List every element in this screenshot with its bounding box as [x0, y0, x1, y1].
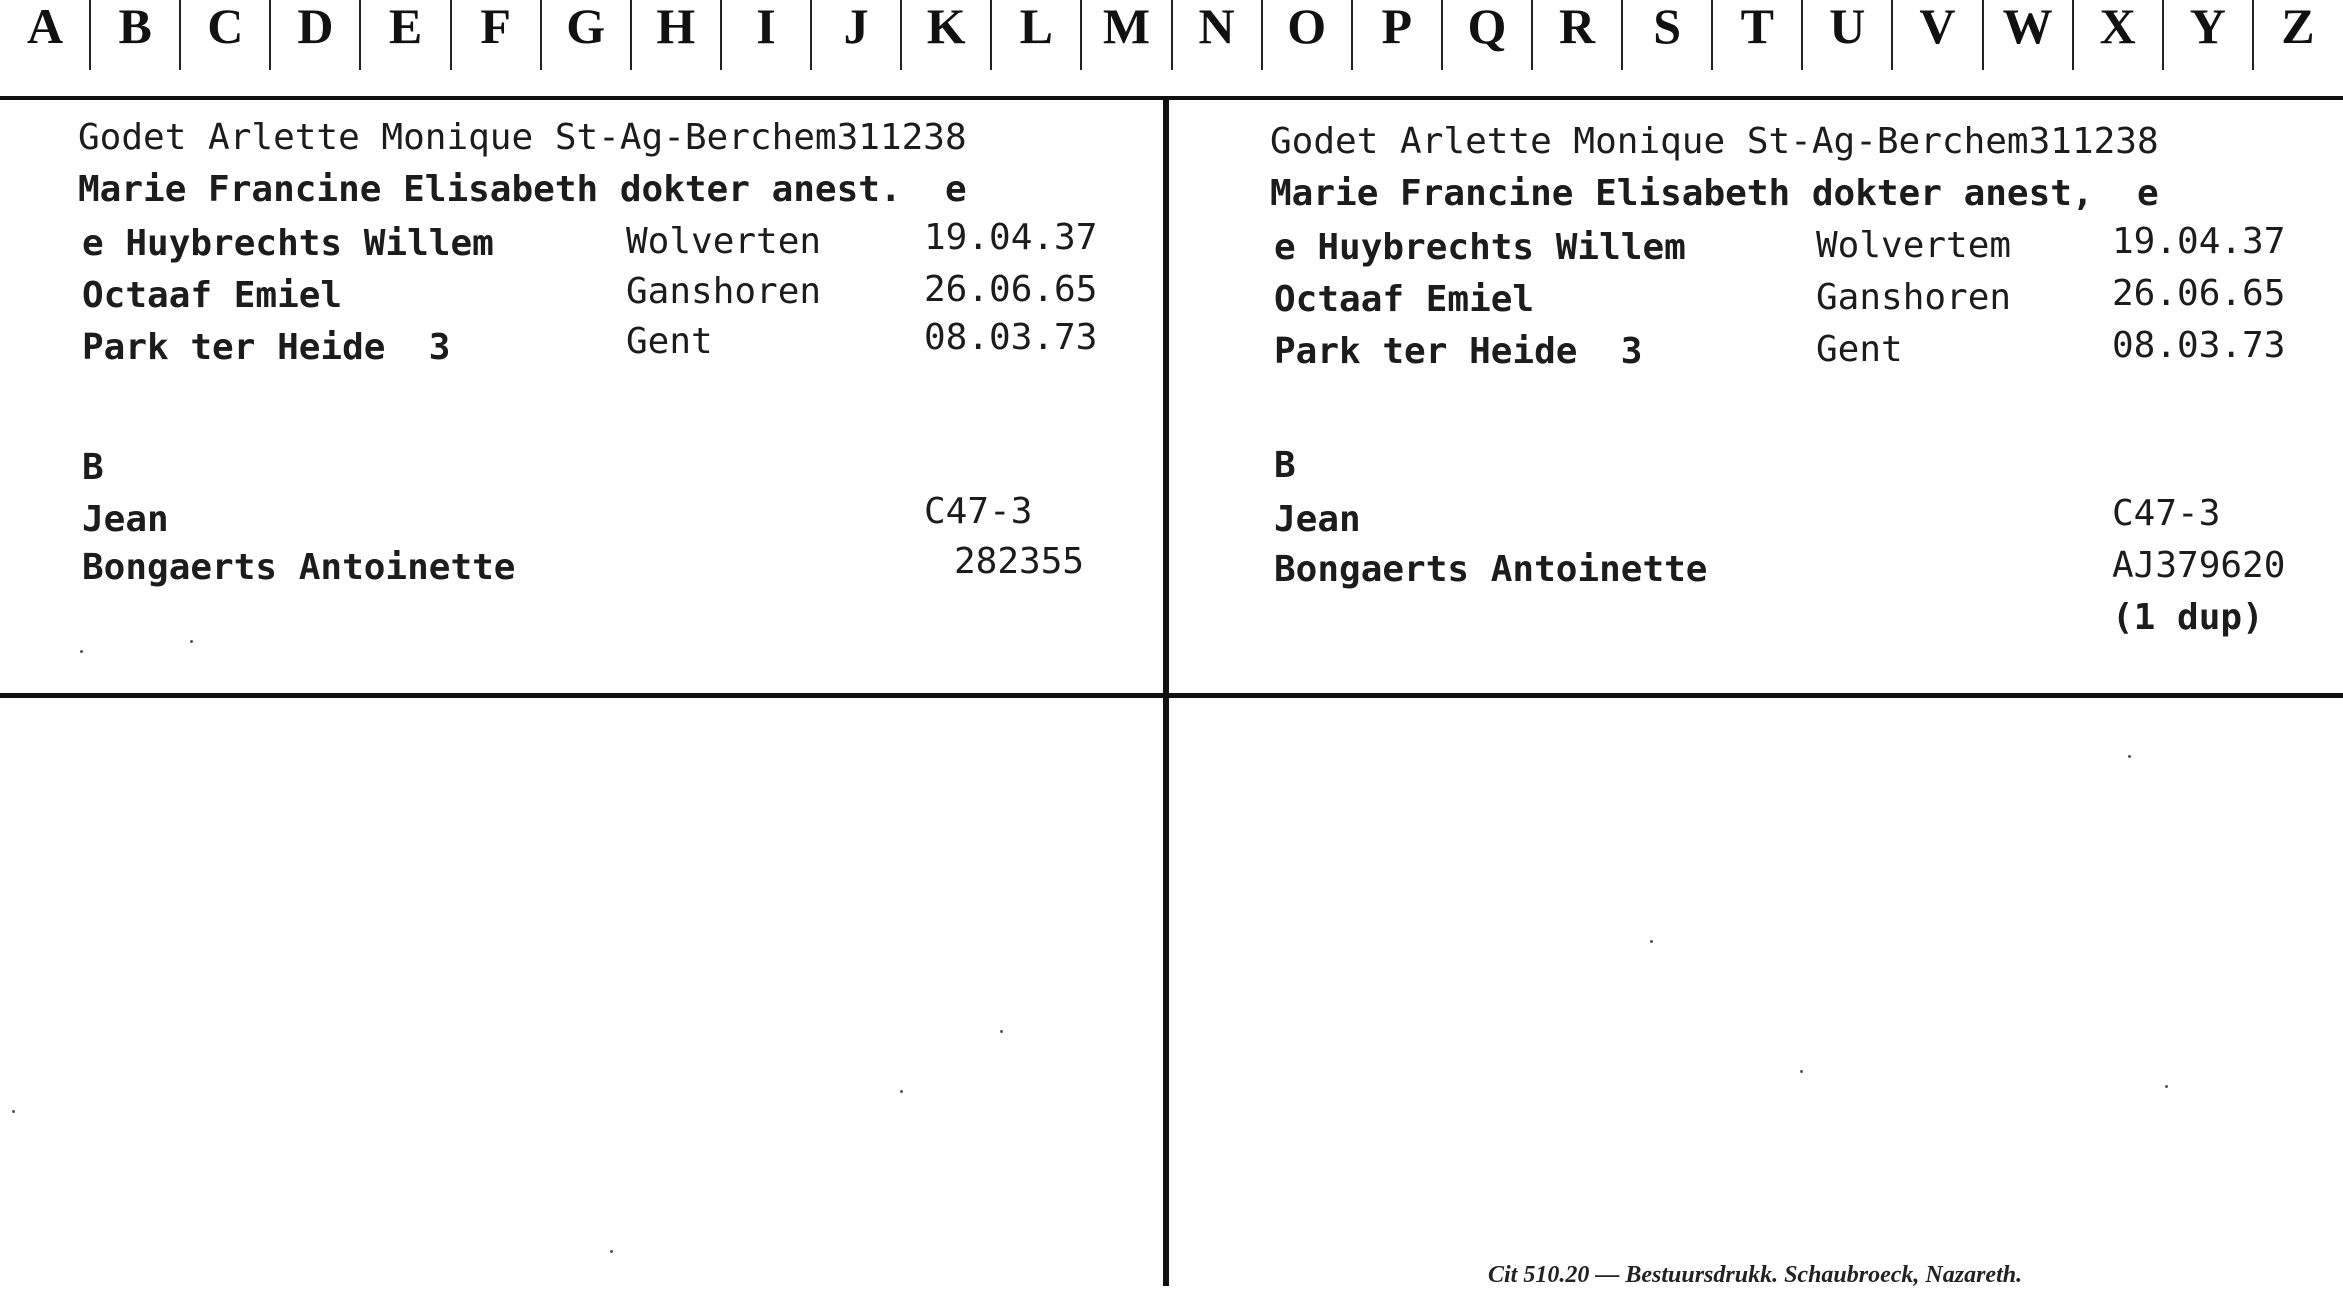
left-line2: Marie Francine Elisabeth dokter anest. e	[78, 169, 967, 210]
scan-speck	[80, 650, 83, 653]
alphabet-separator	[269, 0, 271, 70]
right-line1: Godet Arlette Monique St-Ag-Berchem311238	[1270, 121, 2159, 162]
right-name1: Jean	[1274, 499, 1361, 540]
alphabet-letter-g: G	[566, 0, 606, 54]
alphabet-separator	[540, 0, 542, 70]
alphabet-letter-c: C	[207, 0, 244, 54]
left-name1: Jean	[82, 499, 169, 540]
scan-speck	[1800, 1070, 1803, 1073]
right-code1: C47-3	[2112, 493, 2221, 534]
alphabet-letter-t: T	[1740, 0, 1774, 54]
alphabet-separator	[2072, 0, 2074, 70]
left-line1: Godet Arlette Monique St-Ag-Berchem311238	[78, 117, 967, 158]
alphabet-separator	[2162, 0, 2164, 70]
left-line3-name: e Huybrechts Willem	[82, 223, 494, 264]
alphabet-separator	[2252, 0, 2254, 70]
alphabet-letter-z: Z	[2281, 0, 2315, 54]
right-line5-place: Gent	[1816, 329, 1903, 370]
alphabet-separator	[1982, 0, 1984, 70]
scan-speck	[1000, 1030, 1003, 1033]
alphabet-separator	[1351, 0, 1353, 70]
right-name2: Bongaerts Antoinette	[1274, 549, 1708, 590]
left-name2: Bongaerts Antoinette	[82, 547, 516, 588]
alphabet-letter-m: M	[1102, 0, 1151, 54]
alphabet-separator	[720, 0, 722, 70]
right-card	[1270, 112, 2330, 672]
scan-speck	[610, 1250, 613, 1253]
left-code1: C47-3	[924, 491, 1033, 532]
alphabet-separator	[1621, 0, 1623, 70]
left-line3-place: Wolverten	[626, 221, 822, 262]
alphabet-separator	[450, 0, 452, 70]
alphabet-letter-b: B	[118, 0, 152, 54]
alphabet-letter-v: V	[1919, 0, 1956, 54]
alphabet-letter-w: W	[2002, 0, 2053, 54]
alphabet-letter-y: Y	[2189, 0, 2226, 54]
left-line5-place: Gent	[626, 321, 713, 362]
alphabet-separator	[990, 0, 992, 70]
alphabet-separator	[900, 0, 902, 70]
alphabet-separator	[1261, 0, 1263, 70]
right-line5-date: 08.03.73	[2112, 325, 2286, 366]
alphabet-separator	[89, 0, 91, 70]
right-line3-place: Wolvertem	[1816, 225, 2012, 266]
alphabet-separator	[1891, 0, 1893, 70]
right-code2-note: (1 dup)	[2112, 597, 2264, 638]
left-line4-name: Octaaf Emiel	[82, 275, 343, 316]
scan-speck	[190, 640, 193, 643]
alphabet-letter-d: D	[297, 0, 334, 54]
alphabet-letter-l: L	[1019, 0, 1053, 54]
alphabet-letter-n: N	[1198, 0, 1235, 54]
scan-speck	[1650, 940, 1653, 943]
alphabet-separator	[359, 0, 361, 70]
left-line4-place: Ganshoren	[626, 271, 822, 312]
alphabet-letter-k: K	[926, 0, 966, 54]
alphabet-separator	[1080, 0, 1082, 70]
alphabet-letter-h: H	[656, 0, 696, 54]
left-card	[78, 112, 1138, 672]
alphabet-letter-p: P	[1381, 0, 1413, 54]
alphabet-letter-x: X	[2099, 0, 2136, 54]
right-line3-name: e Huybrechts Willem	[1274, 227, 1686, 268]
right-line4-name: Octaaf Emiel	[1274, 279, 1535, 320]
left-line5-date: 08.03.73	[924, 317, 1098, 358]
alphabet-letter-i: I	[756, 0, 776, 54]
left-line3-date: 19.04.37	[924, 217, 1098, 258]
alphabet-separator	[1801, 0, 1803, 70]
alphabet-letter-r: R	[1558, 0, 1596, 54]
alphabet-separator	[1711, 0, 1713, 70]
alphabet-separator	[1441, 0, 1443, 70]
left-section-letter: B	[82, 447, 104, 488]
alphabet-letter-j: J	[843, 0, 869, 54]
right-section-letter: B	[1274, 445, 1296, 486]
scan-speck	[12, 1110, 15, 1113]
alphabet-letter-u: U	[1829, 0, 1866, 54]
right-line2: Marie Francine Elisabeth dokter anest, e	[1270, 173, 2159, 214]
right-line5-name: Park ter Heide 3	[1274, 331, 1643, 372]
alphabet-letter-a: A	[27, 0, 64, 54]
alphabet-separator	[1171, 0, 1173, 70]
alphabet-letter-o: O	[1287, 0, 1327, 54]
right-line4-date: 26.06.65	[2112, 273, 2286, 314]
alphabet-separator	[810, 0, 812, 70]
header-rule	[0, 96, 2343, 100]
alphabet-index-row	[0, 0, 2343, 96]
alphabet-letter-f: F	[480, 0, 511, 54]
scan-speck	[900, 1090, 903, 1093]
left-line4-date: 26.06.65	[924, 269, 1098, 310]
right-line3-date: 19.04.37	[2112, 221, 2286, 262]
left-code2: 282355	[954, 541, 1085, 582]
alphabet-separator	[179, 0, 181, 70]
alphabet-letter-e: E	[388, 0, 423, 54]
left-line5-name: Park ter Heide 3	[82, 327, 451, 368]
right-code2: AJ379620	[2112, 545, 2286, 586]
right-line4-place: Ganshoren	[1816, 277, 2012, 318]
scan-speck	[2165, 1085, 2168, 1088]
alphabet-letter-q: Q	[1467, 0, 1507, 54]
alphabet-separator	[1531, 0, 1533, 70]
scan-speck	[2128, 755, 2131, 758]
alphabet-letter-s: S	[1653, 0, 1682, 54]
card-divider-rule	[0, 693, 2343, 698]
printer-imprint: Cit 510.20 — Bestuursdrukk. Schaubroeck, Nazareth.	[1488, 1262, 2023, 1288]
alphabet-separator	[630, 0, 632, 70]
center-divider	[1163, 96, 1169, 1286]
